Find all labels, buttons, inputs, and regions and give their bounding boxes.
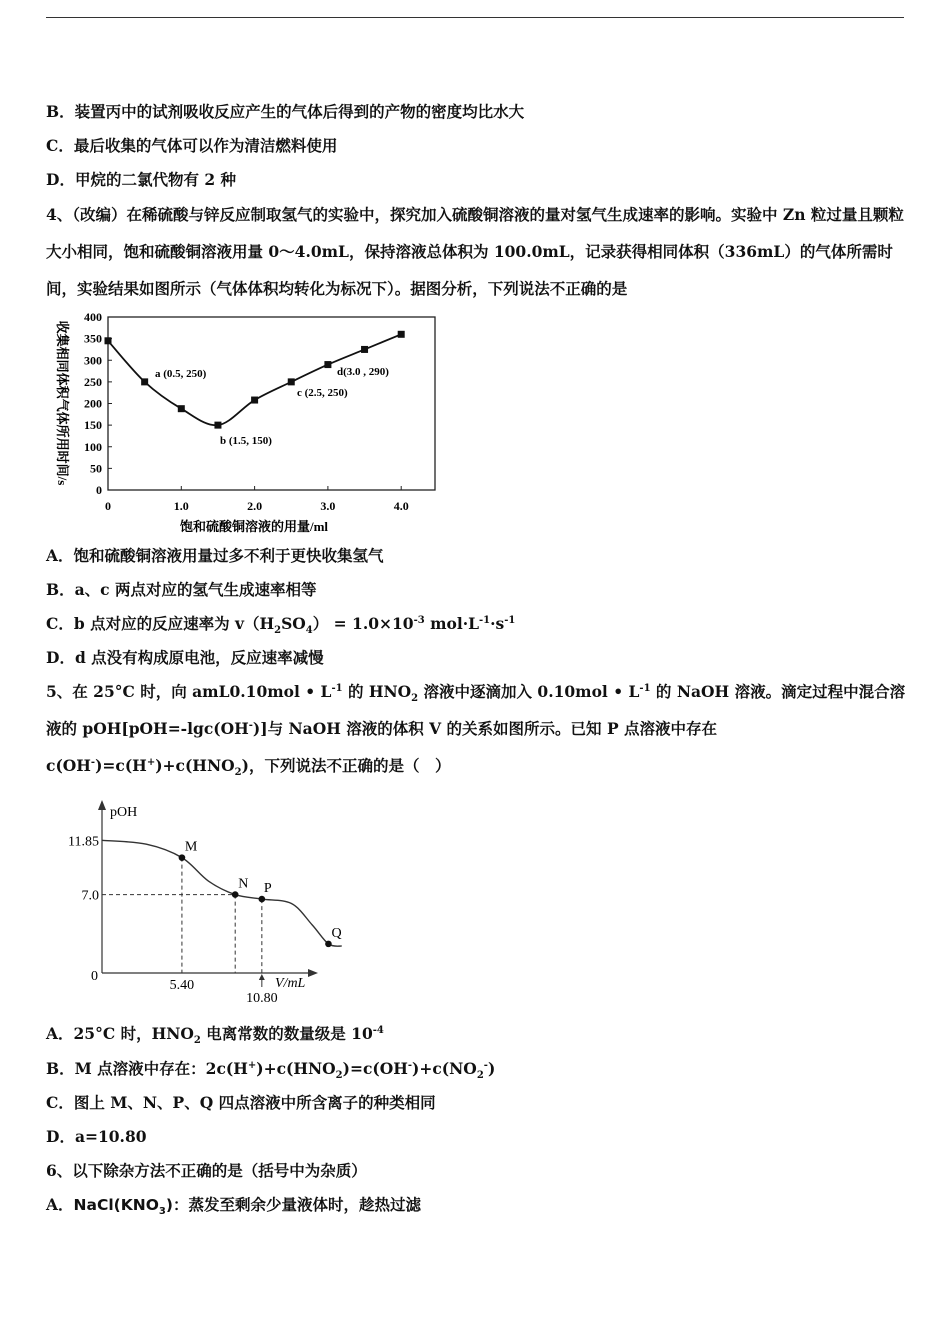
x-tick-label: 5.40 [169, 978, 195, 993]
q4-chart [42, 308, 447, 540]
data-point [361, 346, 368, 353]
plot-frame [108, 317, 435, 490]
point-M [179, 854, 186, 861]
annotation-d: d(3.0 , 290) [337, 366, 389, 378]
y-tick-label: 50 [90, 461, 102, 476]
q4-stem: 4、（改编）在稀硫酸与锌反应制取氢气的实验中，探究加入硫酸铜溶液的量对氢气生成速率的影响。实验中 Zn 粒过量且颗粒大小相同，饱和硫酸铜溶液用量 0～4.0mL，保持溶液总体积为 100.0mL，记录获得相同体积（336mL）的气体所需时间，实验结果如图所示（气体体积均转化为标况下）。据图分析，下列说法不正确的是 [46, 205, 904, 298]
y-tick-label: 300 [84, 353, 102, 368]
x-tick-label: 2.0 [247, 499, 263, 513]
annotation-a: a (0.5, 250) [155, 368, 207, 380]
series-curve [108, 334, 401, 425]
q3-option-d: D．甲烷的二氯代物有 2 种 [46, 170, 237, 189]
data-point [324, 361, 331, 368]
top-rule [46, 17, 904, 18]
x-axis-arrow [308, 969, 318, 977]
data-point [141, 378, 148, 385]
point-label-M: M [184, 839, 198, 855]
q5-option-a: A．25°C 时，$HNO_2$ 电离常数的数量级是 $10^{-4}$ [46, 1024, 384, 1047]
annotation-c: c (2.5, 250) [297, 387, 348, 399]
point-Q [325, 941, 332, 948]
point-N [232, 891, 239, 898]
q5-stem: 5、在 25°C 时，向 amL0.10mol • $L^{-1}$ 的 $HNO_2$ 溶液中逐滴加入 0.10mol • $L^{-1}$ 的 NaOH 溶液。滴定过程中混合溶液的 pOH[pOH=-lgc(OH-)]与 NaOH 溶液的体积 V 的关系如图所示。已知 P 点溶液中存在 $c(OH^-)=c(H^+)+c(HNO_2)$，下列说法不正确的是（ ） [46, 682, 906, 779]
q4-option-b: B．a、c 两点对应的氢气生成速率相等 [46, 580, 317, 599]
x-axis-label: 饱和硫酸铜溶液的用量/ml [179, 519, 329, 534]
q6-stem: 6、以下除杂方法不正确的是（括号中为杂质） [46, 1161, 367, 1180]
y-axis-arrow [98, 800, 106, 810]
y-axis-label: pOH [110, 805, 138, 820]
point-label-N: N [238, 876, 249, 892]
q6-option-a: A．$NaCl(KNO_3)$：蒸发至剩余少量液体时，趁热过滤 [46, 1195, 421, 1218]
x-tick-label: 1.0 [173, 499, 189, 513]
q4-option-d: D．d 点没有构成原电池，反应速率减慢 [46, 648, 324, 667]
q4-option-c: C．b 点对应的反应速率为 $v(H_2SO_4) = 1.0\times 10^{-3}$ $mol\cdot L^{-1}\cdot s^{-1}$ [46, 614, 516, 637]
x-tick-label: 0 [105, 499, 111, 513]
origin-label: 0 [91, 969, 98, 984]
x-tick-label: 10.80 [246, 991, 278, 1006]
y-tick-label: 11.85 [68, 834, 99, 850]
y-tick-label: 7.0 [81, 888, 99, 904]
y-tick-label: 200 [84, 396, 102, 411]
x-axis-label: V/mL [275, 976, 306, 991]
y-tick-label: 150 [84, 418, 102, 433]
point-P [259, 896, 266, 903]
x-tick-label: 4.0 [393, 499, 409, 513]
data-point [251, 397, 258, 404]
q5-chart [50, 790, 342, 1010]
data-point [398, 331, 405, 338]
point-label-Q: Q [331, 925, 342, 941]
data-point [214, 422, 221, 429]
q5-option-c: C．图上 M、N、P、Q 四点溶液中所含离子的种类相同 [46, 1093, 436, 1112]
q3-option-b: B．装置丙中的试剂吸收反应产生的气体后得到的产物的密度均比水大 [46, 102, 525, 121]
x-tick-arrowhead [259, 974, 265, 980]
q4-option-a: A．饱和硫酸铜溶液用量过多不利于更快收集氢气 [46, 546, 384, 565]
y-tick-label: 250 [84, 374, 102, 389]
q5-option-b: B．M 点溶液中存在：$2c(H^+)+c(HNO_2)=c(OH^-)+c(NO_2^-)$ [46, 1059, 496, 1082]
data-point [178, 405, 185, 412]
data-point [105, 337, 112, 344]
y-tick-label: 100 [84, 439, 102, 454]
point-label-P: P [263, 881, 272, 897]
x-tick-label: 3.0 [320, 499, 336, 513]
y-tick-label: 0 [96, 483, 102, 497]
data-point [288, 378, 295, 385]
pOH-curve [102, 840, 342, 946]
q3-option-c: C．最后收集的气体可以作为清洁燃料使用 [46, 136, 338, 155]
y-tick-label: 350 [84, 331, 102, 346]
annotation-b: b (1.5, 150) [220, 435, 272, 447]
q5-option-d: D．a=10.80 [46, 1127, 147, 1146]
y-tick-label: 400 [84, 310, 102, 324]
y-axis-label: 收集相同体积气体所用时间/s [55, 320, 70, 486]
